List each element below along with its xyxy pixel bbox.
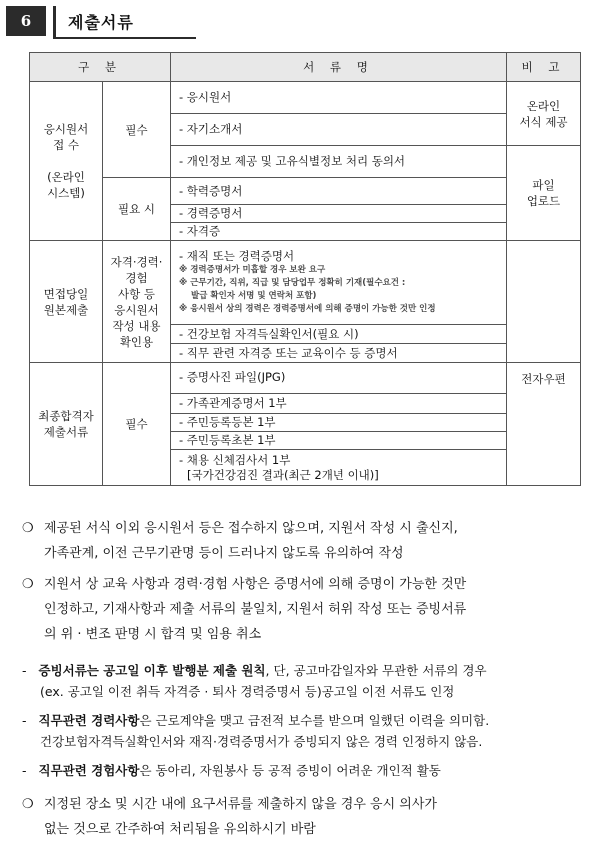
remark-line: 온라인 <box>526 98 561 113</box>
paragraph-text <box>44 516 589 566</box>
bullet-paragraph-1 <box>22 516 589 566</box>
item-line: - 채용 신체검사서 1부 <box>179 452 291 467</box>
doc-item: - 개인정보 제공 및 고유식별정보 처리 동의서 <box>171 146 507 178</box>
dash-item-2 <box>22 710 587 752</box>
documents-table <box>29 52 581 486</box>
sub-required-final: 필수 <box>103 363 171 486</box>
sub-line: 응시원서 <box>114 302 159 317</box>
text: 은 동아리, 자원봉사 등 공적 증빙이 어려운 개인적 활동 <box>139 763 441 778</box>
bullet-paragraph-3 <box>22 792 589 842</box>
note-line: ※ 응시원서 상의 경력은 경력증명서에 의해 증명이 가능한 것만 인정 <box>179 304 436 314</box>
doc-item: - 주민등록초본 1부 <box>171 432 507 450</box>
dash-item-1 <box>22 660 587 702</box>
cat-line: 면접당일 <box>43 286 89 301</box>
cat-spacer <box>30 153 102 169</box>
cat-line: 제출서류 <box>43 425 89 439</box>
bullet-paragraph-2 <box>22 572 589 647</box>
remark-line: 업로드 <box>526 194 561 208</box>
bold-text: 직무관련 경험사항 <box>38 763 140 778</box>
dash-icon: - <box>22 663 27 678</box>
paragraph-text <box>44 792 589 842</box>
table-header-row <box>30 53 581 82</box>
section-title: 제출서류 <box>68 13 134 32</box>
sub-required: 필수 <box>103 82 171 178</box>
table-row <box>30 82 581 114</box>
note-line: 발급 확인자 서명 및 연락처 포함) <box>191 291 317 301</box>
sub-line: 경험 <box>125 270 148 285</box>
doc-item-career <box>171 241 507 325</box>
paragraph-text <box>44 572 589 647</box>
sub-line: 자격·경력· <box>110 254 163 269</box>
table-row <box>30 241 581 325</box>
cat-line: 응시원서 <box>43 122 89 136</box>
bullet-icon: ❍ <box>22 577 34 592</box>
text-line: 가족관계, 이전 근무기관명 등이 드러나지 않도록 유의하여 작성 <box>44 546 404 561</box>
header-remark: 비 고 <box>507 53 581 82</box>
doc-item: - 직무 관련 자격증 또는 교육이수 등 증명서 <box>171 344 507 363</box>
item-line: [국가건강검진 결과(최근 2개년 이내)] <box>187 467 379 482</box>
doc-item: - 학력증명서 <box>171 178 507 205</box>
remark-online-form <box>507 82 581 146</box>
category-interview <box>30 241 103 363</box>
header-category: 구 분 <box>30 53 171 82</box>
text: , 단, 공고마감일자와 무관한 서류의 경우 <box>265 663 487 678</box>
doc-item: - 주민등록등본 1부 <box>171 414 507 432</box>
header-docs: 서 류 명 <box>171 53 507 82</box>
cat-line: (온라인 <box>47 170 85 184</box>
cat-line: 접 수 <box>53 138 79 152</box>
remark-line: 파일 <box>532 178 555 192</box>
doc-item: - 건강보험 자격득실확인서(필요 시) <box>171 325 507 344</box>
category-final <box>30 363 103 486</box>
section-header <box>6 6 206 36</box>
text-line: 인정하고, 기재사항과 제출 서류의 불일치, 지원서 허위 작성 또는 증빙서류 <box>44 602 467 617</box>
remark-line: 서식 제공 <box>519 114 568 129</box>
doc-item: - 자격증 <box>171 223 507 241</box>
cat-line: 원본제출 <box>43 302 89 317</box>
bullet-icon: ❍ <box>22 521 34 536</box>
table-row <box>30 178 581 205</box>
remark-empty <box>507 241 581 363</box>
doc-item: - 자기소개서 <box>171 114 507 146</box>
dash-icon: - <box>22 763 27 778</box>
note-line: ※ 경력증명서가 미흡할 경우 보완 요구 <box>179 265 326 275</box>
cat-line: 시스템) <box>47 186 85 200</box>
doc-item: - 재직 또는 경력증명서 <box>179 249 295 263</box>
doc-item: - 가족관계증명서 1부 <box>171 394 507 414</box>
career-notes <box>171 264 506 316</box>
cat-line: 최종합격자 <box>38 409 94 423</box>
dash-icon: - <box>22 713 27 728</box>
bullet-icon: ❍ <box>22 797 34 812</box>
text-line: 건강보험자격득실확인서와 재직·경력증명서가 증빙되지 않은 경력 인정하지 않음. <box>40 734 483 749</box>
table-row <box>30 363 581 394</box>
bold-text: 증빙서류는 공고일 이후 발행분 제출 원칙 <box>38 663 266 678</box>
text-line: 제공된 서식 이외 응시원서 등은 접수하지 않으며, 지원서 작성 시 출신지, <box>44 521 458 536</box>
text-line: 없는 것으로 간주하여 처리됨을 유의하시기 바람 <box>44 822 316 837</box>
remark-email: 전자우편 <box>507 363 581 486</box>
doc-item-health <box>171 450 507 486</box>
text-line: 지원서 상 교육 사항과 경력·경험 사항은 증명서에 의해 증명이 가능한 것만 <box>44 577 467 592</box>
text-line: (ex. 공고일 이전 취득 자격증 · 퇴사 경력증명서 등)공고일 이전 서류도 인정 <box>40 684 455 699</box>
remark-file-upload <box>507 146 581 241</box>
text-line: 의 위 · 변조 판명 시 합격 및 임용 취소 <box>44 627 262 642</box>
doc-item: - 경력증명서 <box>171 205 507 223</box>
section-number: 6 <box>6 6 46 36</box>
sub-verification <box>103 241 171 363</box>
text-line: 지정된 장소 및 시간 내에 요구서류를 제출하지 않을 경우 응시 의사가 <box>44 797 437 812</box>
note-line: ※ 근무기간, 직위, 직급 및 담당업무 정확히 기재(필수요건 : <box>179 278 406 288</box>
dash-item-3 <box>22 760 587 781</box>
sub-line: 확인용 <box>119 334 154 349</box>
doc-item: - 증명사진 파일(JPG) <box>171 363 507 394</box>
header-divider <box>53 6 56 39</box>
category-application <box>30 82 103 241</box>
sub-optional: 필요 시 <box>103 178 171 241</box>
header-underline <box>56 37 196 39</box>
sub-line: 작성 내용 <box>112 318 161 333</box>
sub-line: 사항 등 <box>118 286 155 301</box>
text: 은 근로계약을 맺고 금전적 보수를 받으며 일했던 이력을 의미함. <box>139 713 490 728</box>
bold-text: 직무관련 경력사항 <box>38 713 140 728</box>
doc-item: - 응시원서 <box>171 82 507 114</box>
